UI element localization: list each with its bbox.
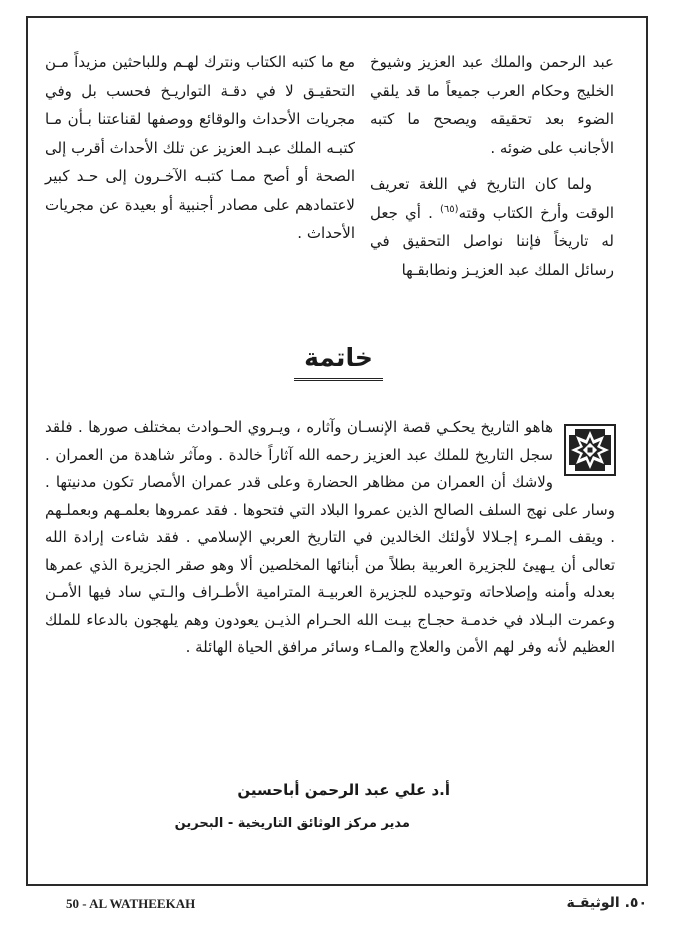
paragraph-2-end: . أي جعل له تاريخاً فإننا نواصل التحقيق في رسائل الملك عبد العزيـز ونطابقـها [370, 203, 614, 279]
footnote-marker: (٦٥) [440, 203, 459, 215]
footer-page-label-latin: 50 - AL WATHEEKAH [66, 896, 196, 911]
footer-page-label-arabic: ٥٠. الوثيقـة [566, 895, 647, 911]
right-column-paragraph-2 [370, 170, 614, 284]
right-column [370, 48, 614, 284]
conclusion-paragraph [45, 414, 615, 662]
left-column [45, 48, 355, 248]
conclusion-text: هاهو التاريخ يحكـي قصة الإنسـان وآثاره ، ويـروي الحـوادث بمختلف صورها . فلقد سجل التاريخ للملك عبد العزيز رحمه الله آثاراً خالدة . ومآثر شاهدة من العمران . ولاشك أن العمران من مظاهر الحضارة وعلى قدر عمران الأمصار تكون مدنيتها . وسار على نهج السلف الصالح الذين عمروا البلاد التي فتحوها . فقد عمروها بعلمـهم وبعملـهم . ويقف المـرء إجـلالا لأولئك الخالدين في التاريخ العربي الإسلامي . فقد شاءت إرادة الله تعالى أن يـهيئ للجزيرة العربية بطلاً من أبنائها المخلصين ألا وهو صقر الجزيرة الذي عمرها بعدله وأمنه وإصلاحاته وتوحيده للجزيرة العربيـة المترامية الأطـراف والـتي ساد فيها الأمـن وعمرت البـلاد في خدمـة حجـاج بيـت الله الحـرام الذيـن يعودون وهم يلهجون بالدعاء للملك العظيم لأنه وفر لهم الأمن والعلاج والمـاء وسائر مرافق الحياة الهائلة . [45, 418, 615, 656]
author-title: مدير مركز الوثائق التاريخية - البحرين [174, 816, 410, 831]
author-name: أ.د علي عبد الرحمن أباحسين [237, 781, 450, 799]
ornament-spacer [553, 414, 615, 494]
right-column-paragraph-1: عبد الرحمن والملك عبد العزيز وشيوخ الخليج وحكام العرب جميعاً ما قد يلقي الضوء بعد تحقيقه ويصحح ما كتبه الأجانب على ضوئه . [370, 53, 614, 157]
paragraph-2-start: ولما كان التاريخ في اللغة تعريف الوقت وأرخ الكتاب وقته [370, 175, 614, 222]
heading-text: خاتمة [294, 338, 383, 381]
section-heading [0, 338, 677, 381]
left-column-paragraph: مع ما كتبه الكتاب ونترك لهـم وللباحثين مزيداً مـن التحقيـق لا في دقـة التواريـخ فحسب بل وفي مجريات الأحداث والوقائع ووصفها لقناعتنا بـأن مـا كتبـه الملك عبـد العزيز عن تلك الأحداث أقرب إلى الصحة أو أصح ممـا كتبـه الآخـرون إلى حـد كبير لاعتمادهم على مصادر أجنبية أو بعيدة عن مجريات الأحداث . [45, 53, 355, 242]
